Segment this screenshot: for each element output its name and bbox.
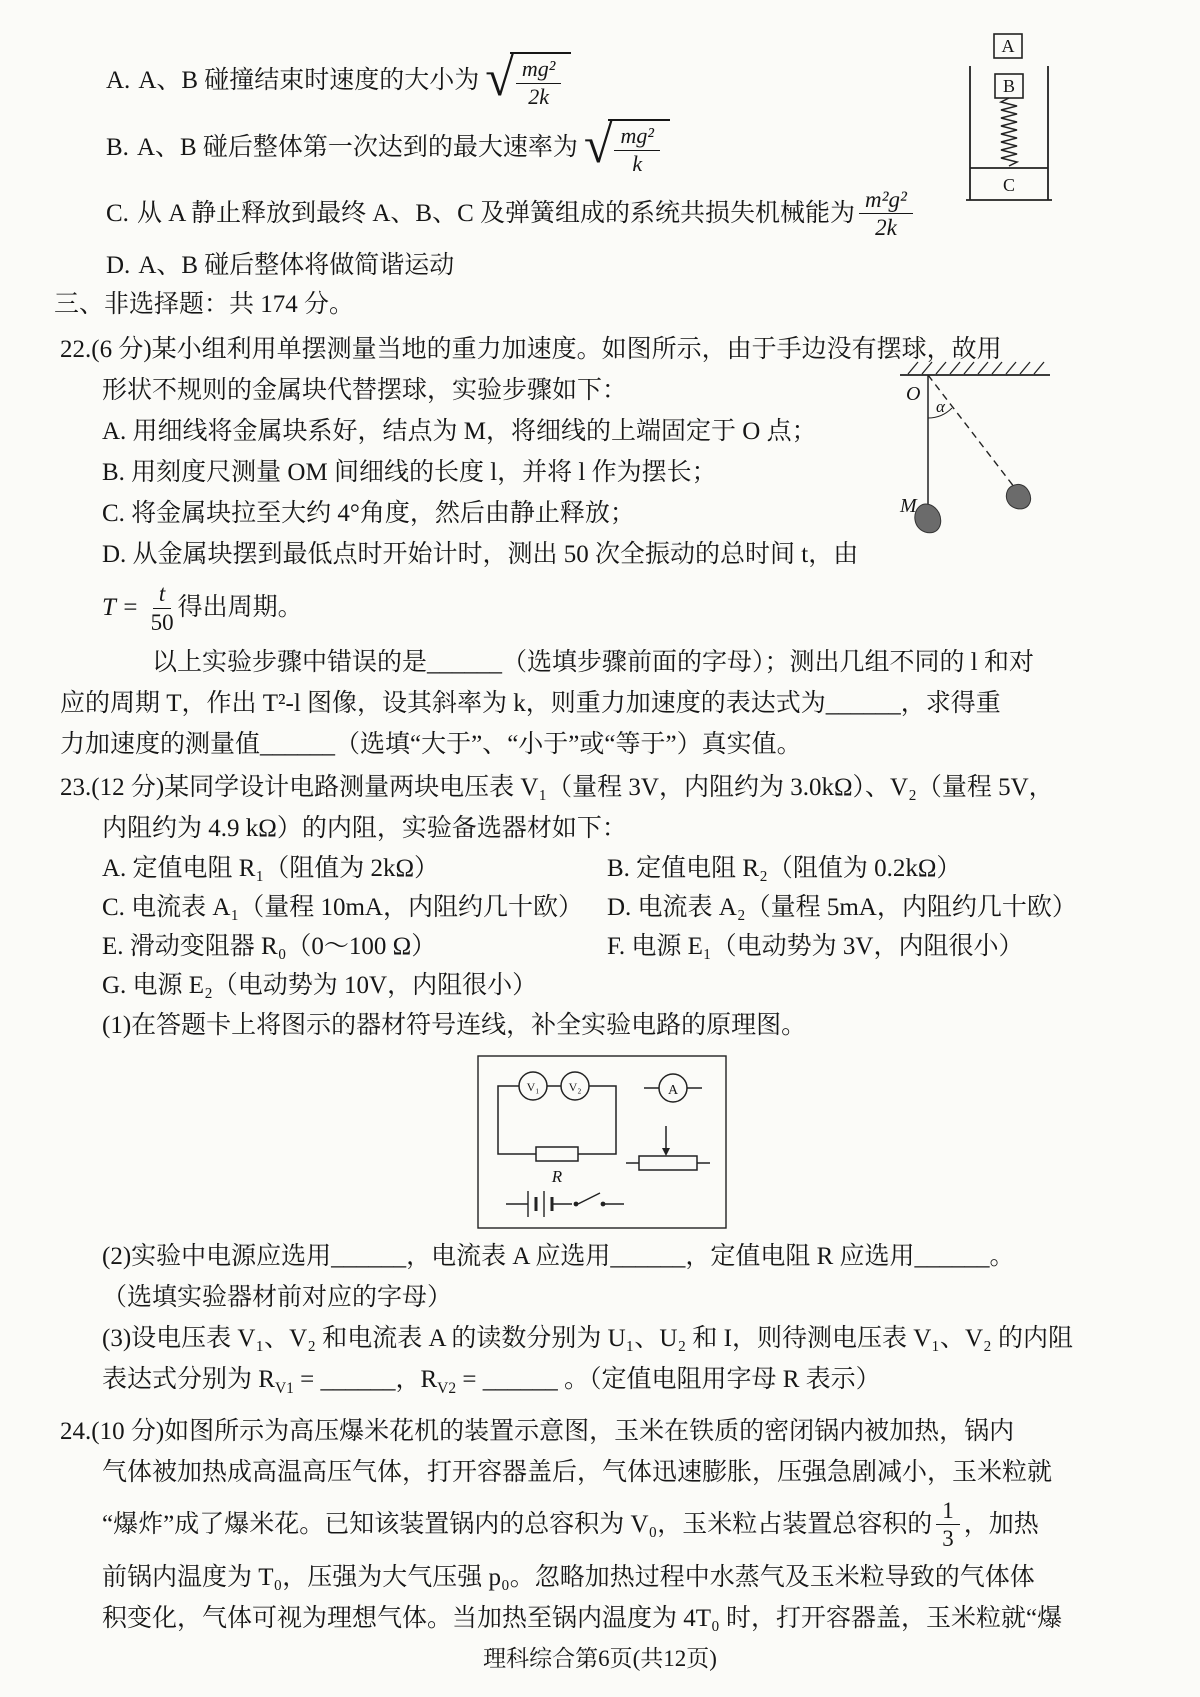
radical-sign: √ bbox=[485, 50, 514, 107]
question-24 bbox=[60, 1411, 1144, 1640]
q22-fillin-2: 应的周期 T，作出 T²-l 图像，设其斜率为 k，则重力加速度的表达式为______，求得重 bbox=[60, 689, 1001, 717]
q24-line-3 bbox=[102, 1498, 1144, 1553]
sqrt-formula-a bbox=[485, 52, 571, 109]
q23-equipment-row-3 bbox=[60, 927, 1144, 966]
m-label: M bbox=[900, 495, 917, 517]
block-a-label: A bbox=[1001, 36, 1015, 56]
equipment-a: A. 定值电阻 R₁（阻值为 2kΩ） bbox=[102, 854, 440, 882]
ammeter-symbol: A bbox=[667, 1082, 679, 1098]
option-b-label: B. bbox=[106, 133, 129, 161]
sqrt-formula-b bbox=[584, 119, 670, 176]
alpha-label: α bbox=[936, 397, 945, 416]
q23-part-2-note: （选填实验器材前对应的字母） bbox=[102, 1283, 453, 1311]
equipment-b: B. 定值电阻 R₂（阻值为 0.2kΩ） bbox=[607, 854, 962, 882]
formula-c-denominator: 2k bbox=[875, 215, 897, 241]
period-fraction bbox=[151, 581, 174, 636]
period-tail: 得出周期。 bbox=[177, 594, 303, 622]
radical-sign: √ bbox=[583, 117, 613, 175]
q24-line-5: 积变化，气体可视为理想气体。当加热至锅内温度为 4T₀ 时，打开容器盖，玉米粒就“爆 bbox=[102, 1605, 1063, 1632]
q24-line-2: 气体被加热成高温高压气体，打开容器盖后，气体迅速膨胀，压强急剧减小，玉米粒就 bbox=[102, 1458, 1053, 1486]
period-denominator: 50 bbox=[150, 609, 174, 635]
q24-line-3-tail: ，加热 bbox=[963, 1510, 1039, 1538]
formula-c-fraction bbox=[859, 187, 913, 242]
rheostat-symbol bbox=[639, 1156, 697, 1170]
q24-line-1: 24.(10 分)如图所示为高压爆米花机的装置示意图，玉米在铁质的密闭锅内被加热，锅内 bbox=[60, 1417, 1015, 1445]
option-a-text: A、B 碰撞结束时速度的大小为 bbox=[138, 66, 480, 94]
q23-part-3: (3)设电压表 V₁、V₂ 和电流表 A 的读数分别为 U₁、U₂ 和 I，则待测电压表 V₁、V₂ 的内阻 bbox=[102, 1324, 1074, 1352]
q23-equipment-row-4 bbox=[60, 966, 1144, 1005]
q23-part-2: (2)实验中电源应选用______，电流表 A 应选用______，定值电阻 R 应选用______。 bbox=[102, 1242, 1015, 1270]
period-numerator: t bbox=[153, 581, 171, 609]
page-footer: 理科综合第6页(共12页) bbox=[483, 1646, 717, 1671]
block-b-label: B bbox=[1002, 76, 1016, 96]
battery-symbol bbox=[506, 1191, 572, 1217]
period-lhs: T = bbox=[102, 594, 139, 622]
q22-step-b: B. 用刻度尺测量 OM 间细线的长度 l，并将 l 作为摆长； bbox=[102, 459, 717, 486]
formula-a-numerator: mg² bbox=[516, 57, 561, 84]
pivot-o-label: O bbox=[906, 383, 921, 405]
equipment-c: C. 电流表 A₁（量程 10mA，内阻约几十欧） bbox=[102, 893, 583, 921]
equipment-f: F. 电源 E₁（电动势为 3V，内阻很小） bbox=[607, 932, 1024, 960]
rv2-subscript: V2 bbox=[437, 1379, 457, 1397]
formula-c-numerator: m²g² bbox=[859, 187, 913, 215]
q24-line-4: 前锅内温度为 T₀，压强为大气压强 p₀。忽略加热过程中水蒸气及玉米粒导致的气体体 bbox=[102, 1564, 1035, 1591]
formula-a-denominator: 2k bbox=[528, 83, 549, 109]
q22-period-formula-line bbox=[102, 581, 1144, 636]
one-third-denominator: 3 bbox=[942, 1526, 954, 1552]
q23-equipment-row-2 bbox=[60, 888, 1144, 927]
rv-mid: = ______，R bbox=[293, 1365, 438, 1393]
q23-line-2: 内阻约为 4.9 kΩ）的内阻，实验备选器材如下： bbox=[102, 814, 627, 842]
option-d-label: D. bbox=[106, 252, 131, 279]
option-c bbox=[106, 187, 1144, 242]
equipment-e: E. 滑动变阻器 R₀（0～100 Ω） bbox=[102, 932, 437, 960]
option-c-text: 从 A 静止释放到最终 A、B、C 及弹簧组成的系统共损失机械能为 bbox=[136, 199, 856, 227]
question-21-options bbox=[60, 52, 1144, 281]
option-b-text: A、B 碰后整体第一次达到的最大速率为 bbox=[136, 133, 578, 161]
q22-step-d: D. 从金属块摆到最低点时开始计时，测出 50 次全振动的总时间 t，由 bbox=[102, 541, 859, 568]
option-d bbox=[106, 251, 1144, 281]
circuit-diagram bbox=[476, 1054, 728, 1230]
one-third-numerator: 1 bbox=[936, 1498, 960, 1526]
q23-part-1: (1)在答题卡上将图示的器材符号连线，补全实验电路的原理图。 bbox=[102, 1011, 807, 1039]
q23-line-1: 23.(12 分)某同学设计电路测量两块电压表 V₁（量程 3V，内阻约为 3.0kΩ）、V₂（量程 5V， bbox=[60, 773, 1054, 801]
equipment-d: D. 电流表 A₂（量程 5mA，内阻约几十欧） bbox=[607, 893, 1077, 921]
voltmeter-1-symbol: V₁ bbox=[526, 1079, 540, 1094]
switch-symbol bbox=[574, 1193, 624, 1206]
rv-pre: 表达式分别为 R bbox=[102, 1365, 275, 1393]
q22-fillin-1: 以上实验步骤中错误的是______（选填步骤前面的字母）；测出几组不同的 l 和对 bbox=[152, 648, 1034, 676]
q22-line-2: 形状不规则的金属块代替摆球，实验步骤如下： bbox=[102, 377, 628, 404]
section-3-header: 三、非选择题：共 174 分。 bbox=[54, 291, 355, 318]
q23-equipment-row-1 bbox=[60, 849, 1144, 888]
q23-part-3-expressions bbox=[102, 1359, 1144, 1409]
base-c-label: C bbox=[1002, 175, 1016, 195]
q22-line-1: 22.(6 分)某小组利用单摆测量当地的重力加速度。如图所示，由于手边没有摆球，故用 bbox=[60, 336, 1002, 363]
option-c-label: C. bbox=[106, 199, 129, 227]
option-a bbox=[106, 52, 1144, 109]
option-d-text: A、B 碰后整体将做简谐运动 bbox=[138, 252, 455, 279]
q24-line-3-pre: “爆炸”成了爆米花。已知该装置锅内的总容积为 V₀，玉米粒占装置总容积的 bbox=[102, 1510, 933, 1538]
voltmeter-2-symbol: V₂ bbox=[568, 1079, 582, 1094]
q22-step-c: C. 将金属块拉至大约 4°角度，然后由静止释放； bbox=[102, 500, 635, 527]
resistor-r-label: R bbox=[551, 1166, 563, 1186]
q22-step-a: A. 用细线将金属块系好，结点为 M，将细线的上端固定于 O 点； bbox=[102, 418, 817, 445]
q22-fillin-3: 力加速度的测量值______（选填“大于”、“小于”或“等于”）真实值。 bbox=[60, 730, 802, 758]
option-a-label: A. bbox=[106, 66, 131, 94]
circuit-diagram-wrap bbox=[60, 1054, 1144, 1230]
option-b bbox=[106, 119, 1144, 176]
question-22 bbox=[60, 329, 1144, 765]
formula-b-numerator: mg² bbox=[614, 124, 659, 151]
formula-b-denominator: k bbox=[632, 150, 643, 176]
equipment-g: G. 电源 E₂（电动势为 10V，内阻很小） bbox=[102, 971, 538, 999]
one-third-fraction bbox=[936, 1498, 960, 1553]
rv1-subscript: V1 bbox=[274, 1379, 294, 1397]
question-23 bbox=[60, 767, 1144, 1409]
rv-tail: = ______ 。（定值电阻用字母 R 表示） bbox=[456, 1365, 881, 1393]
